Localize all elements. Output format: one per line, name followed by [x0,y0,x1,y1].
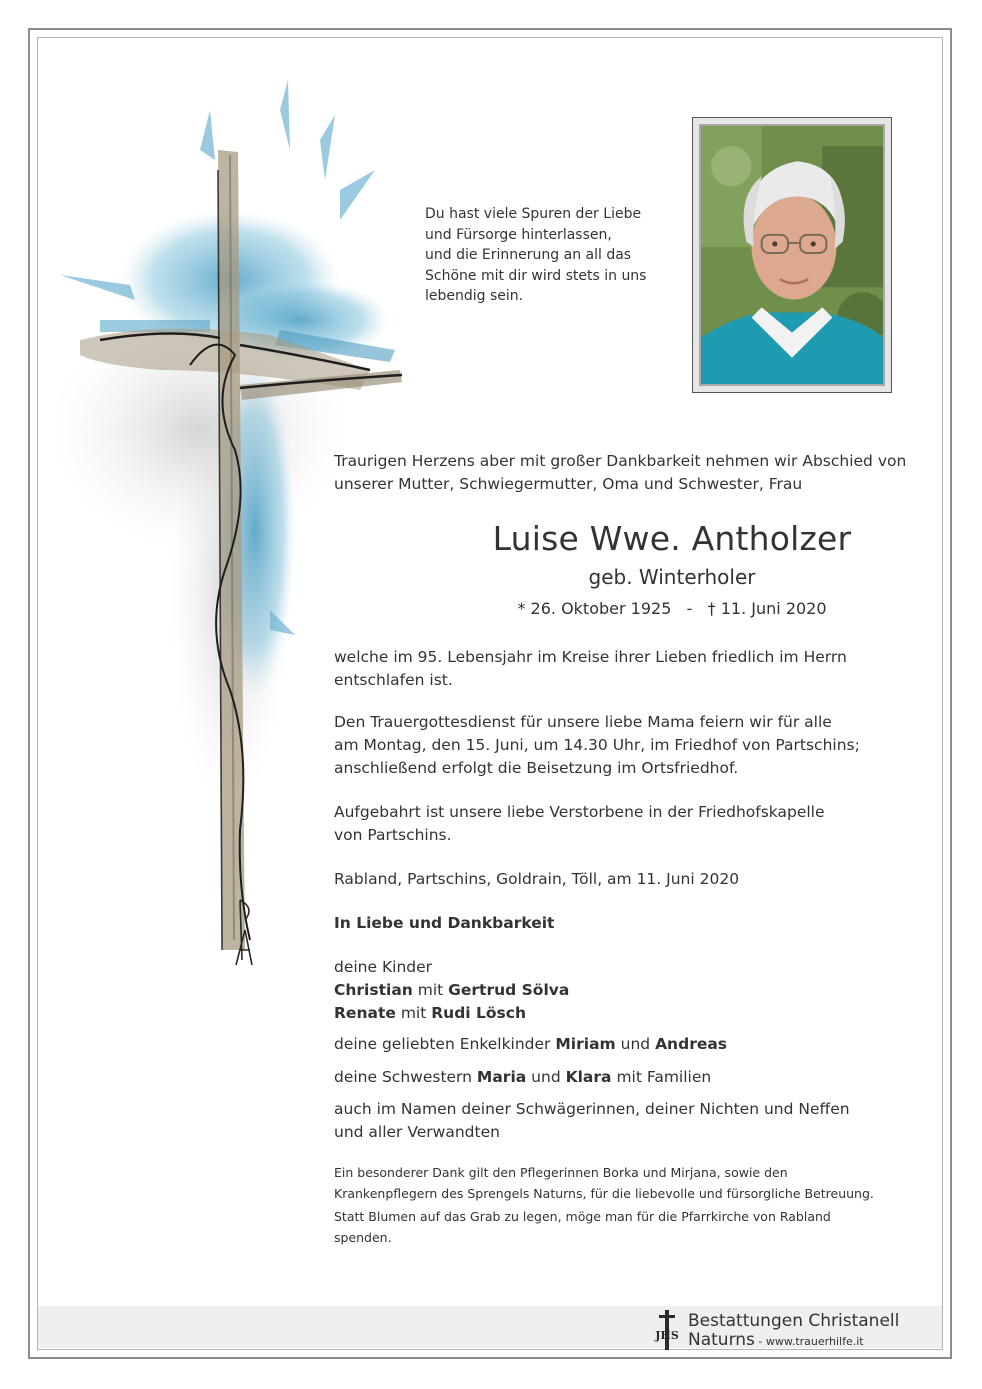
memorial-verse [425,204,665,307]
deceased-name: Luise Wwe. Antholzer [492,519,852,558]
grandchild-name: Andreas [655,1035,728,1053]
company-name: Bestattungen Christanell [688,1311,900,1331]
relatives-line: und aller Verwandten [334,1123,500,1141]
connector-text: mit [417,981,444,999]
relatives-paragraph [334,1098,914,1144]
sisters-suffix: mit Familien [616,1068,712,1086]
portrait-photo [701,126,883,384]
spouse-name: Gertrud Sölva [448,981,570,999]
connector-text: mit [400,1004,427,1022]
verse-line: Du hast viele Spuren der Liebe [425,206,642,222]
grandchildren-line [334,1033,914,1056]
closing-line: In Liebe und Dankbarkeit [334,914,555,932]
connector-text: und [531,1068,561,1086]
passing-line: entschlafen ist. [334,671,453,689]
verse-line: und Fürsorge hinterlassen, [425,226,612,243]
grandchild-name: Miriam [555,1035,616,1053]
grandchildren-label: deine geliebten Enkelkinder [334,1035,551,1053]
sisters-label: deine Schwestern [334,1068,472,1086]
portrait-frame [692,117,892,393]
logo-letters: JHS [655,1329,679,1342]
company-location [688,1330,864,1350]
child-name: Christian [334,981,413,999]
passing-line: welche im 95. Lebensjahr im Kreise ihrer Lieben friedlich im Herrn [334,648,847,666]
children-list [334,956,914,1025]
service-line: Den Trauergottesdienst für unsere liebe Mama feiern wir für alle [334,713,832,731]
place-date-line: Rabland, Partschins, Goldrain, Töll, am 11. Juni 2020 [334,870,740,888]
thanks-line: Krankenpflegern des Sprengels Naturns, für die liebevolle und fürsorgliche Betreuung. [334,1185,874,1201]
intro-text [334,450,914,496]
life-dates: * 26. Oktober 1925 - † 11. Juni 2020 [517,599,827,618]
service-line: am Montag, den 15. Juni, um 14.30 Uhr, im Friedhof von Partschins; [334,736,860,754]
portrait-mat [699,124,885,386]
place-date [334,868,914,891]
flowers-line: spenden. [334,1229,392,1245]
verse-line: und die Erinnerung an all das [425,247,632,263]
connector-text: und [620,1035,651,1053]
child-name: Renate [334,1004,396,1022]
funeral-service-paragraph [334,711,914,780]
laid-out-line: Aufgebahrt ist unsere liebe Verstorbene in der Friedhofskapelle [334,803,825,821]
sisters-line [334,1066,914,1089]
spouse-name: Rudi Lösch [431,1004,526,1022]
verse-line: Schöne mit dir wird stets in uns [425,267,647,284]
flowers-line: Statt Blumen auf das Grab zu legen, möge man für die Pfarrkirche von Rabland [334,1209,831,1224]
sister-name: Maria [476,1068,527,1086]
company-website[interactable]: - www.trauerhilfe.it [754,1335,864,1348]
cross-logo-icon [650,1309,684,1351]
thanks-line: Ein besonderer Dank gilt den Pflegerinnen Borka und Mirjana, sowie den [334,1165,788,1180]
sister-name: Klara [565,1068,612,1086]
laid-out-paragraph [334,801,914,847]
laid-out-line: von Partschins. [334,826,452,844]
company-town: Naturns [688,1330,755,1350]
birth-name: geb. Winterholer [588,565,756,589]
intro-line: Traurigen Herzens aber mit großer Dankbarkeit nehmen wir Abschied von [334,452,907,470]
children-label: deine Kinder [334,958,433,976]
relatives-line: auch im Namen deiner Schwägerinnen, deiner Nichten und Neffen [334,1100,850,1118]
intro-line: unserer Mutter, Schwiegermutter, Oma und Schwester, Frau [334,475,803,493]
flowers-note [334,1207,914,1248]
thanks-note [334,1163,914,1204]
verse-line: lebendig sein. [425,288,524,304]
closing-phrase [334,912,914,935]
child-entry [334,1002,914,1025]
child-entry [334,979,914,1002]
service-line: anschließend erfolgt die Beisetzung im Ortsfriedhof. [334,759,739,777]
passing-paragraph [334,646,914,692]
